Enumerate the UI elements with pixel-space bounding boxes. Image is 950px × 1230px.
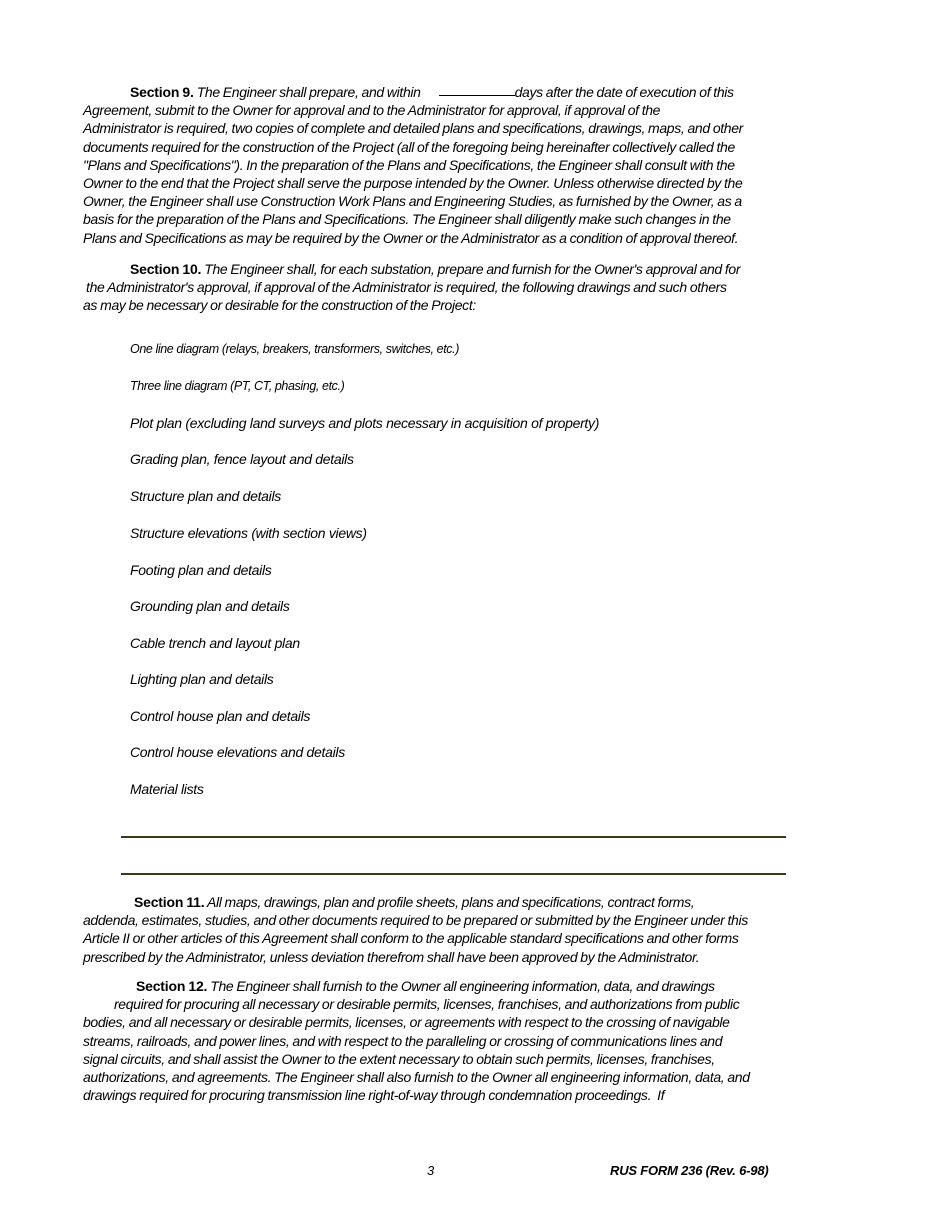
list-item: Plot plan (excluding land surveys and plots necessary in acquisition of property) bbox=[130, 415, 600, 431]
list-item: Lighting plan and details bbox=[130, 671, 274, 687]
list-item: Grading plan, fence layout and details bbox=[130, 451, 354, 467]
section-9-line: documents required for the construction of the Project (all of the foregoing being hereinafter collectively called the bbox=[83, 138, 735, 155]
days-blank-field[interactable] bbox=[439, 83, 515, 96]
section-9-line: "Plans and Specifications"). In the preparation of the Plans and Specifications, the Engineer shall consult with the bbox=[83, 156, 735, 173]
blank-entry-line[interactable] bbox=[121, 873, 786, 875]
section-12-line: streams, railroads, and power lines, and with respect to the paralleling or crossing of communications lines and bbox=[83, 1032, 723, 1049]
section-9 bbox=[83, 83, 803, 247]
list-item: One line diagram (relays, breakers, transformers, switches, etc.) bbox=[130, 342, 459, 356]
section-9-text-after-blank: days after the date of execution of this bbox=[514, 84, 734, 100]
section-11-line: addenda, estimates, studies, and other documents required to be prepared or submitted by the Engineer under this bbox=[83, 912, 748, 929]
section-11-line: All maps, drawings, plan and profile sheets, plans and specifications, contract forms, bbox=[206, 894, 695, 910]
section-12-line: required for procuring all necessary or desirable permits, licenses, franchises, and authorizations from public bbox=[114, 996, 740, 1013]
page-number: 3 bbox=[427, 1163, 435, 1178]
section-12-label: Section 12. bbox=[136, 978, 208, 994]
section-9-line: Agreement, submit to the Owner for approval and to the Administrator for approval, if approval of the bbox=[83, 102, 661, 119]
section-12-line: bodies, and all necessary or desirable permits, licenses, or agreements with respect to the crossing of navigable bbox=[83, 1014, 730, 1031]
section-12-line: authorizations, and agreements. The Engineer shall also furnish to the Owner all engineering information, data, and bbox=[83, 1069, 750, 1086]
section-11 bbox=[83, 893, 803, 966]
section-9-line: Owner to the end that the Project shall serve the purpose intended by the Owner. Unless otherwise directed by the bbox=[83, 175, 743, 192]
blank-entry-line[interactable] bbox=[121, 836, 786, 838]
list-item: Control house plan and details bbox=[130, 708, 311, 724]
section-10-line: as may be necessary or desirable for the construction of the Project: bbox=[83, 297, 476, 314]
section-11-line: prescribed by the Administrator, unless deviation therefrom shall have been approved by the Administrator. bbox=[83, 948, 700, 965]
section-9-line: Plans and Specifications as may be required by the Owner or the Administrator as a condition of approval thereof. bbox=[83, 229, 739, 246]
section-10-line: the Administrator's approval, if approval of the Administrator is required, the following drawings and such others bbox=[83, 279, 727, 296]
section-10-label: Section 10. bbox=[130, 261, 202, 277]
section-9-label: Section 9. bbox=[130, 84, 194, 100]
section-9-line: basis for the preparation of the Plans and Specifications. The Engineer shall diligently make such changes in the bbox=[83, 211, 731, 228]
section-12 bbox=[83, 977, 803, 1104]
section-10 bbox=[83, 260, 803, 315]
section-12-line: signal circuits, and shall assist the Owner to the extent necessary to obtain such permits, licenses, franchises, bbox=[83, 1050, 715, 1067]
section-12-line: The Engineer shall furnish to the Owner all engineering information, data, and drawings bbox=[210, 978, 715, 994]
list-item: Control house elevations and details bbox=[130, 744, 345, 760]
section-9-line: Administrator is required, two copies of complete and detailed plans and specifications, drawings, maps, and other bbox=[83, 120, 743, 137]
section-9-text-start: The Engineer shall prepare, and within bbox=[196, 84, 421, 100]
list-item: Footing plan and details bbox=[130, 562, 272, 578]
section-11-label: Section 11. bbox=[134, 894, 205, 910]
list-item: Cable trench and layout plan bbox=[130, 635, 300, 651]
list-item: Three line diagram (PT, CT, phasing, etc.) bbox=[130, 379, 345, 393]
section-12-line: drawings required for procuring transmission line right-of-way through condemnation proceedings. If bbox=[83, 1087, 665, 1104]
list-item: Material lists bbox=[130, 781, 204, 797]
section-9-line: Owner, the Engineer shall use Construction Work Plans and Engineering Studies, as furnished by the Owner, as a bbox=[83, 193, 742, 210]
list-item: Structure elevations (with section views) bbox=[130, 525, 367, 541]
section-10-line: The Engineer shall, for each substation, prepare and furnish for the Owner's approval and for bbox=[204, 261, 741, 277]
list-item: Grounding plan and details bbox=[130, 598, 290, 614]
form-identifier: RUS FORM 236 (Rev. 6-98) bbox=[610, 1163, 769, 1178]
list-item: Structure plan and details bbox=[130, 488, 281, 504]
section-11-line: Article II or other articles of this Agreement shall conform to the applicable standard specifications and other forms bbox=[83, 930, 739, 947]
